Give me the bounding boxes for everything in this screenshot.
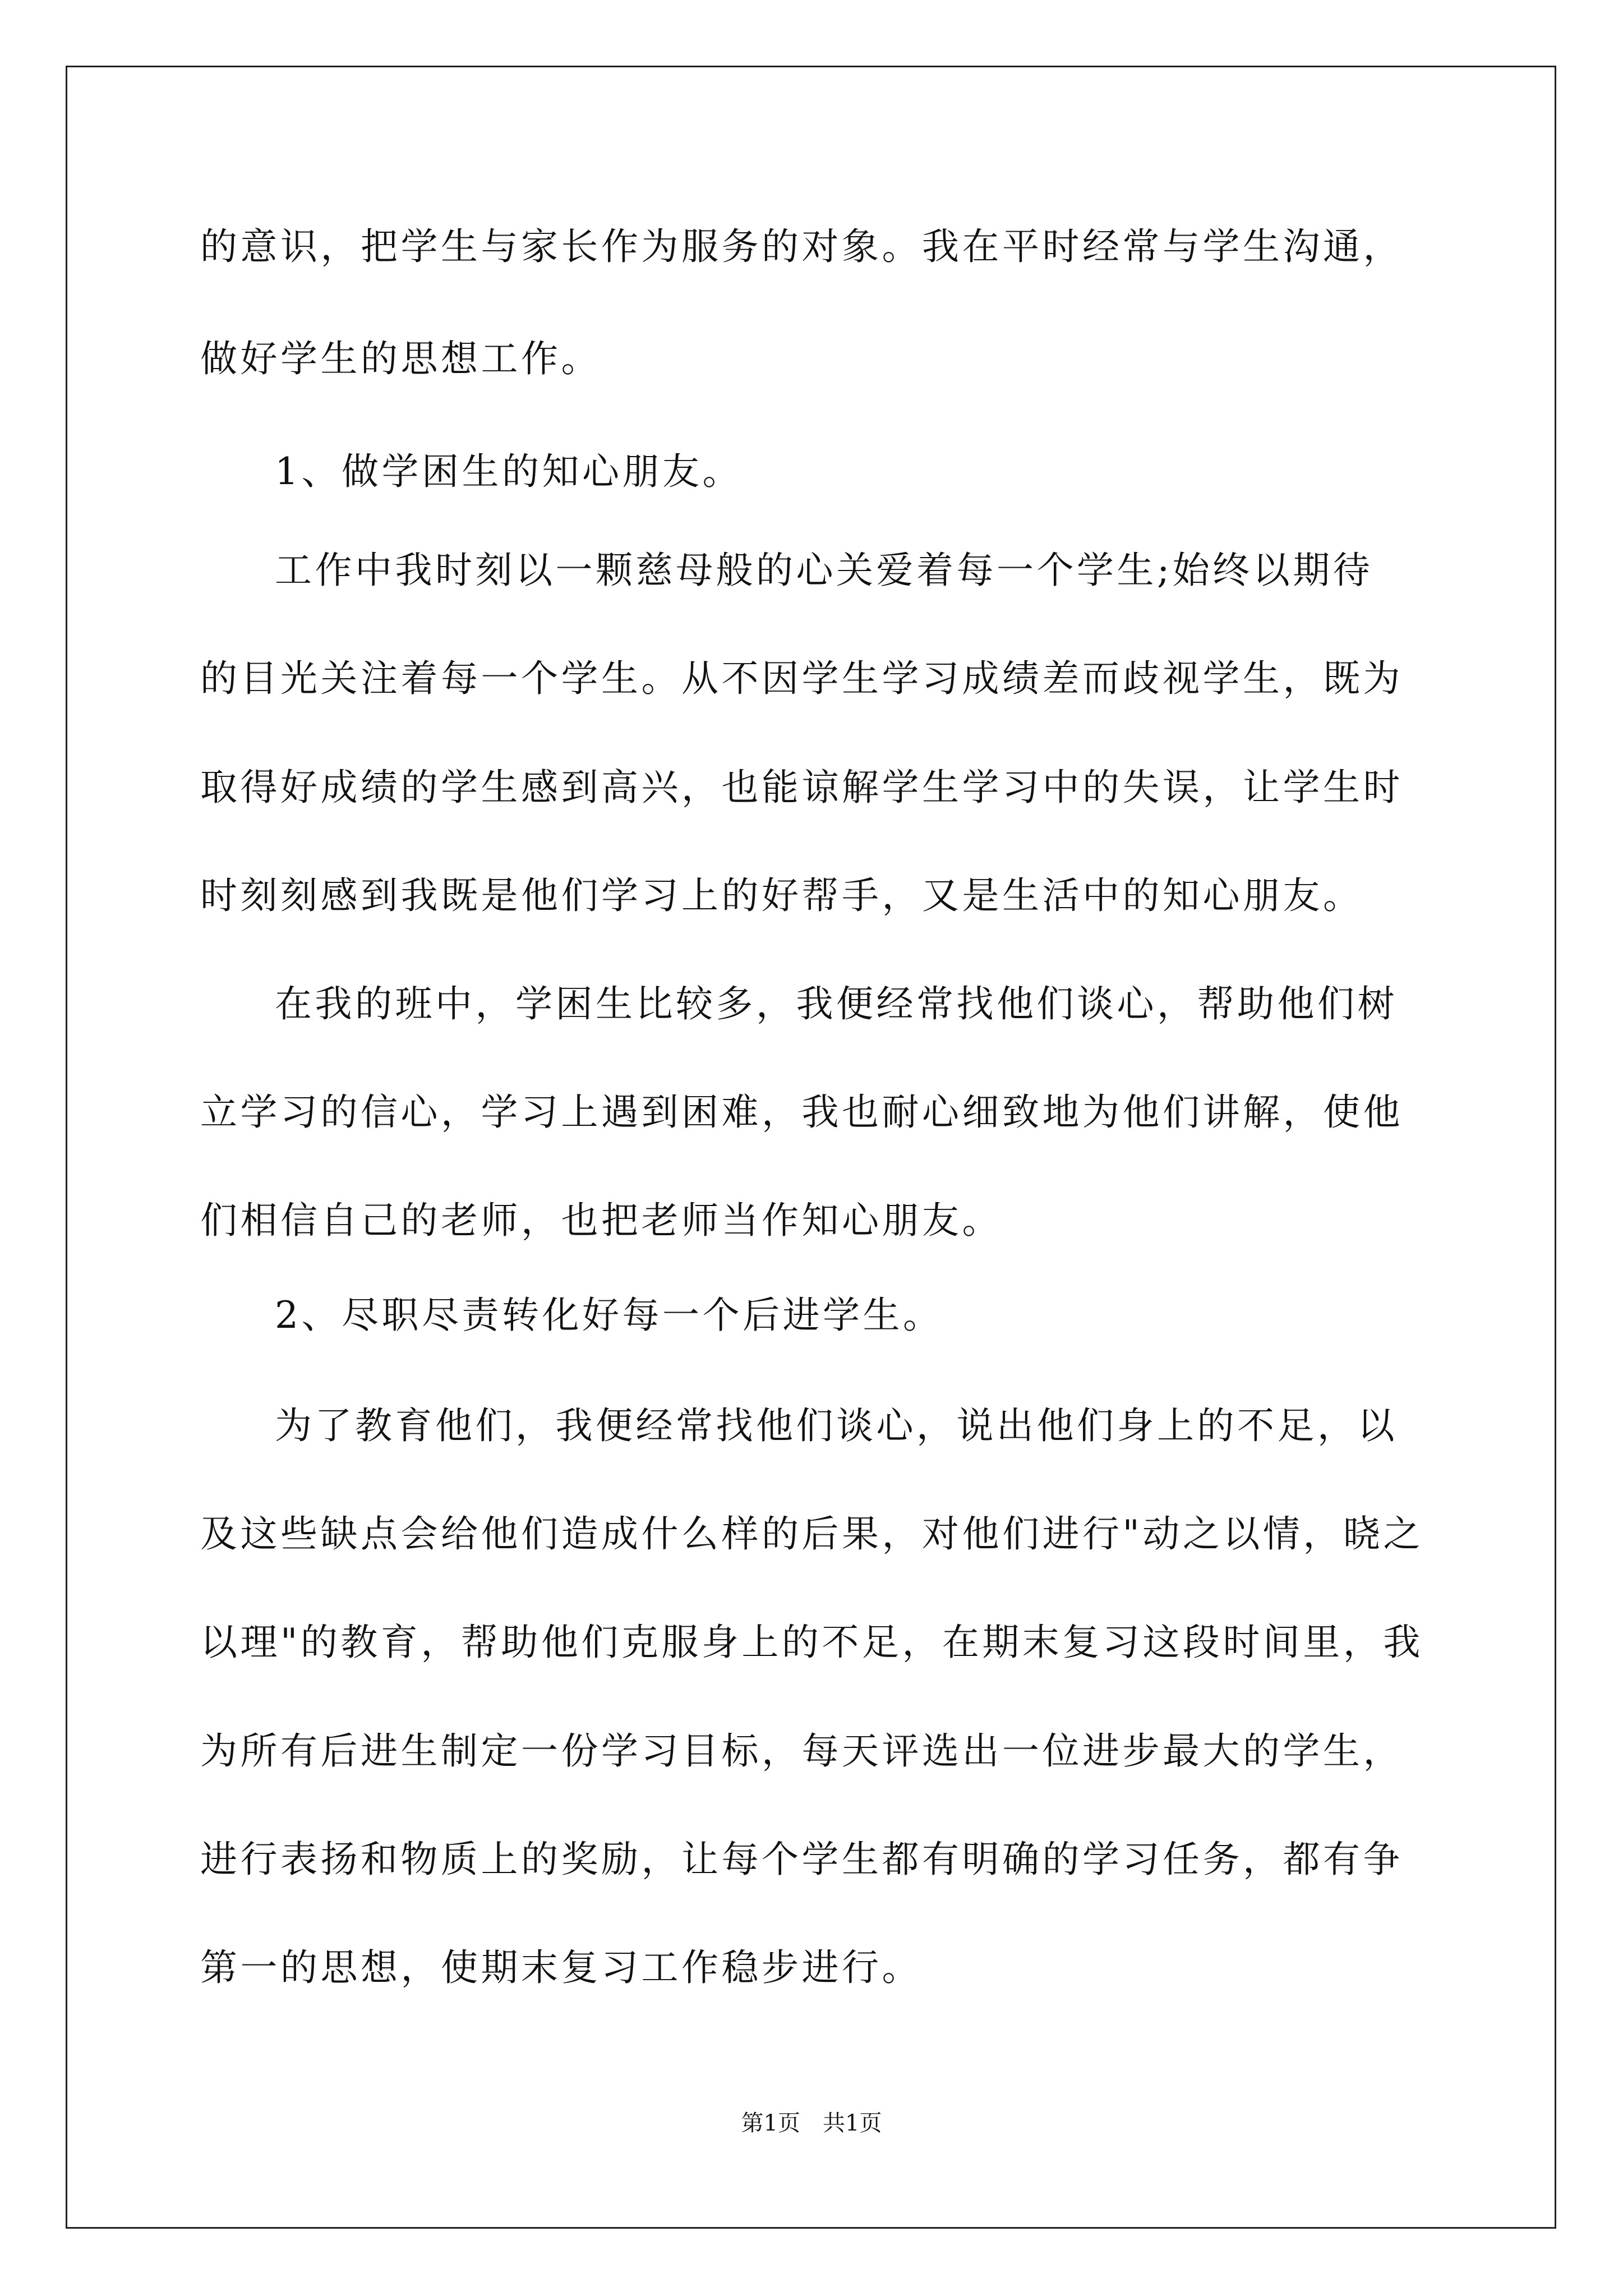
paragraph-line: 的意识，把学生与家长作为服务的对象。我在平时经常与学生沟通， [200, 225, 1403, 268]
paragraph-line: 为了教育他们，我便经常找他们谈心，说出他们身上的不足，以 [275, 1404, 1398, 1447]
paragraph-line: 取得好成绩的学生感到高兴，也能谅解学生学习中的失误，让学生时 [200, 766, 1403, 809]
page-footer [0, 2106, 1623, 2140]
page-border [66, 66, 1556, 2229]
paragraph-line: 工作中我时刻以一颗慈母般的心关爱着每一个学生;始终以期待 [275, 549, 1373, 592]
paragraph-line: 们相信自己的老师，也把老师当作知心朋友。 [200, 1199, 1002, 1242]
paragraph-line: 以理"的教育，帮助他们克服身上的不足，在期末复习这段时间里，我 [200, 1621, 1423, 1664]
section-heading: 1、做学困生的知心朋友。 [275, 450, 743, 493]
paragraph-line: 进行表扬和物质上的奖励，让每个学生都有明确的学习任务，都有争 [200, 1838, 1403, 1881]
section-heading: 2、尽职尽责转化好每一个后进学生。 [275, 1294, 943, 1337]
paragraph-line: 的目光关注着每一个学生。从不因学生学习成绩差而歧视学生，既为 [200, 657, 1403, 700]
paragraph-line: 第一的思想，使期末复习工作稳步进行。 [200, 1946, 922, 1989]
page-number: 第1页 [741, 2110, 800, 2136]
paragraph-line: 及这些缺点会给他们造成什么样的后果，对他们进行"动之以情，晓之 [200, 1512, 1423, 1556]
paragraph-line: 时刻刻感到我既是他们学习上的好帮手，又是生活中的知心朋友。 [200, 874, 1363, 917]
paragraph-line: 在我的班中，学困生比较多，我便经常找他们谈心，帮助他们树 [275, 982, 1398, 1025]
paragraph-line: 为所有后进生制定一份学习目标，每天评选出一位进步最大的学生， [200, 1729, 1403, 1773]
paragraph-line: 做好学生的思想工作。 [200, 337, 601, 380]
page-total: 共1页 [823, 2110, 882, 2136]
paragraph-line: 立学习的信心，学习上遇到困难，我也耐心细致地为他们讲解，使他 [200, 1091, 1403, 1134]
